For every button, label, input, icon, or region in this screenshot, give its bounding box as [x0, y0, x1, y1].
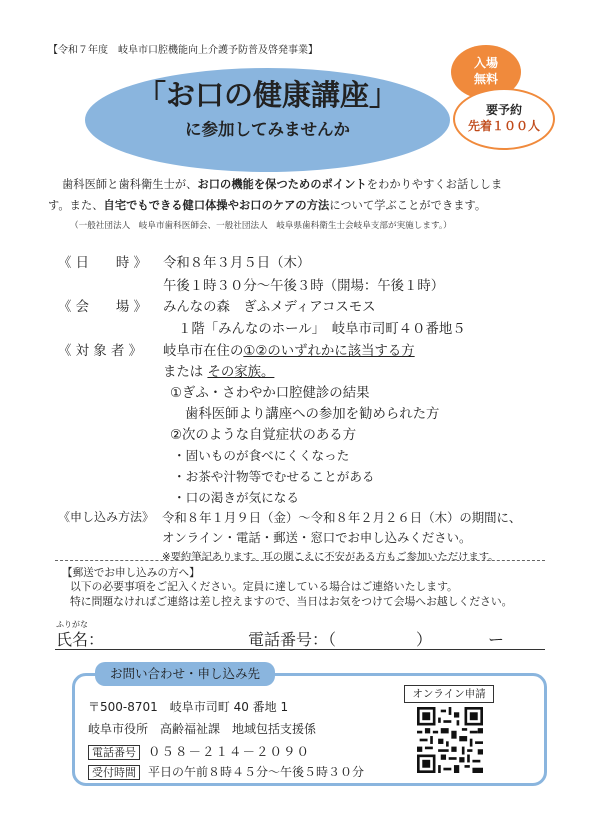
target-emphasis: ①②のいずれかに該当する方: [243, 344, 415, 359]
hours-value: 平日の午前８時４５分～午後５時３０分: [148, 765, 365, 779]
hours-label: 受付時間: [88, 765, 140, 780]
phone-number[interactable]: ０５８－２１４－２０９０: [148, 744, 311, 759]
program-header: 【令和７年度 岐阜市口腔機能向上介護予防普及啓発事業】: [48, 45, 318, 56]
contact-department: 岐阜市役所 高齢福祉課 地域包括支援係: [88, 722, 317, 736]
page-subtitle: に参加してみませんか: [185, 120, 350, 139]
badge-admission-text: 入場: [473, 56, 498, 70]
contact-postal: 〒500-8701 岐阜市司町 40 番地 1: [88, 700, 289, 714]
phone-label: 電話番号: [88, 745, 140, 760]
venue-label: 《 会 場 》: [58, 300, 147, 315]
organizer-note: （一般社団法人 岐阜市歯科医師会、一般社団法人 岐阜県歯科衛生士会岐阜支部が実施します。）: [70, 221, 452, 231]
target-line-2: [163, 361, 274, 380]
target-emphasis: その家族。: [207, 365, 275, 380]
badge-reservation-text: 要予約: [485, 103, 522, 117]
badge-free-text: 無料: [473, 72, 498, 86]
date-label: 《 日 時 》: [58, 256, 147, 271]
badge-capacity-text: 先着１００人: [467, 119, 540, 133]
apply-period: 令和８年１月９日（金）～令和８年２月２６日（木）の期間に、: [162, 510, 522, 525]
target-text: または: [163, 365, 204, 380]
intro-emphasis: お口の機能を保つためのポイント: [197, 178, 367, 191]
apply-note: ※要約筆記あります。耳の聞こえに不安がある方もご参加いただけます。: [162, 551, 499, 563]
name-field[interactable]: 氏名：: [56, 630, 105, 649]
form-underline: [55, 649, 545, 650]
online-application-label: オンライン申請: [404, 685, 494, 703]
condition-1: ①ぎふ・さわやか口腔健診の結果: [170, 386, 370, 401]
venue-address: １階「みんなのホール」 岐阜市司町４０番地５: [178, 322, 466, 337]
mail-section-title: 【郵送でお申し込みの方へ】: [62, 567, 200, 579]
mail-instructions-2: 特に問題なければご連絡は差し控えますので、当日はお気をつけて会場へお越しください。: [70, 595, 513, 608]
mail-instructions-1: 以下の必要事項をご記入ください。定員に達している場合はご連絡いたします。: [70, 580, 458, 593]
contact-title: お問い合わせ・申し込み先: [95, 662, 275, 686]
symptom-item: ・固いものが食べにくくなった: [173, 448, 350, 463]
apply-label: 《申し込み方法》: [58, 510, 155, 524]
page-title: 「お口の健康講座」: [136, 78, 398, 112]
condition-1-detail: 歯科医師より講座への参加を勧められた方: [185, 407, 440, 422]
apply-methods: オンライン・電話・郵送・窓口でお申し込みください。: [162, 530, 472, 545]
dashed-divider: [55, 560, 545, 561]
time-value: 午後１時３０分～午後３時（開場：午後１時）: [163, 279, 445, 294]
intro-text: 歯科医師と歯科衛生士が、: [62, 178, 198, 191]
target-text: 岐阜市在住の: [163, 344, 244, 359]
reservation-badge: [453, 88, 555, 150]
symptom-item: ・お茶や汁物等でむせることがある: [173, 469, 375, 484]
intro-text: について学ぶことができます。: [329, 199, 487, 212]
intro-text: す。また、: [48, 199, 104, 212]
date-value: 令和８年３月５日（木）: [163, 256, 311, 271]
intro-emphasis: 自宅でもできる健口体操やお口のケアの方法: [103, 199, 330, 212]
qr-code-icon[interactable]: [417, 707, 483, 773]
intro-text: をわかりやすくお話ししま: [366, 178, 503, 191]
target-line-1: [163, 340, 415, 359]
contact-hours-row: [88, 763, 364, 780]
condition-2: ②次のような自覚症状のある方: [170, 428, 357, 443]
target-label: 《 対 象 者 》: [58, 344, 142, 359]
contact-phone-row: [88, 742, 310, 760]
venue-name: みんなの森 ぎふメディアコスモス: [163, 300, 376, 315]
intro-line-2: [48, 197, 486, 213]
phone-field[interactable]: 電話番号：（ ） ー: [248, 630, 505, 649]
intro-line-1: [62, 176, 502, 192]
symptom-item: ・口の渇きが気になる: [173, 490, 299, 505]
furigana-label: ふりがな: [56, 620, 88, 629]
